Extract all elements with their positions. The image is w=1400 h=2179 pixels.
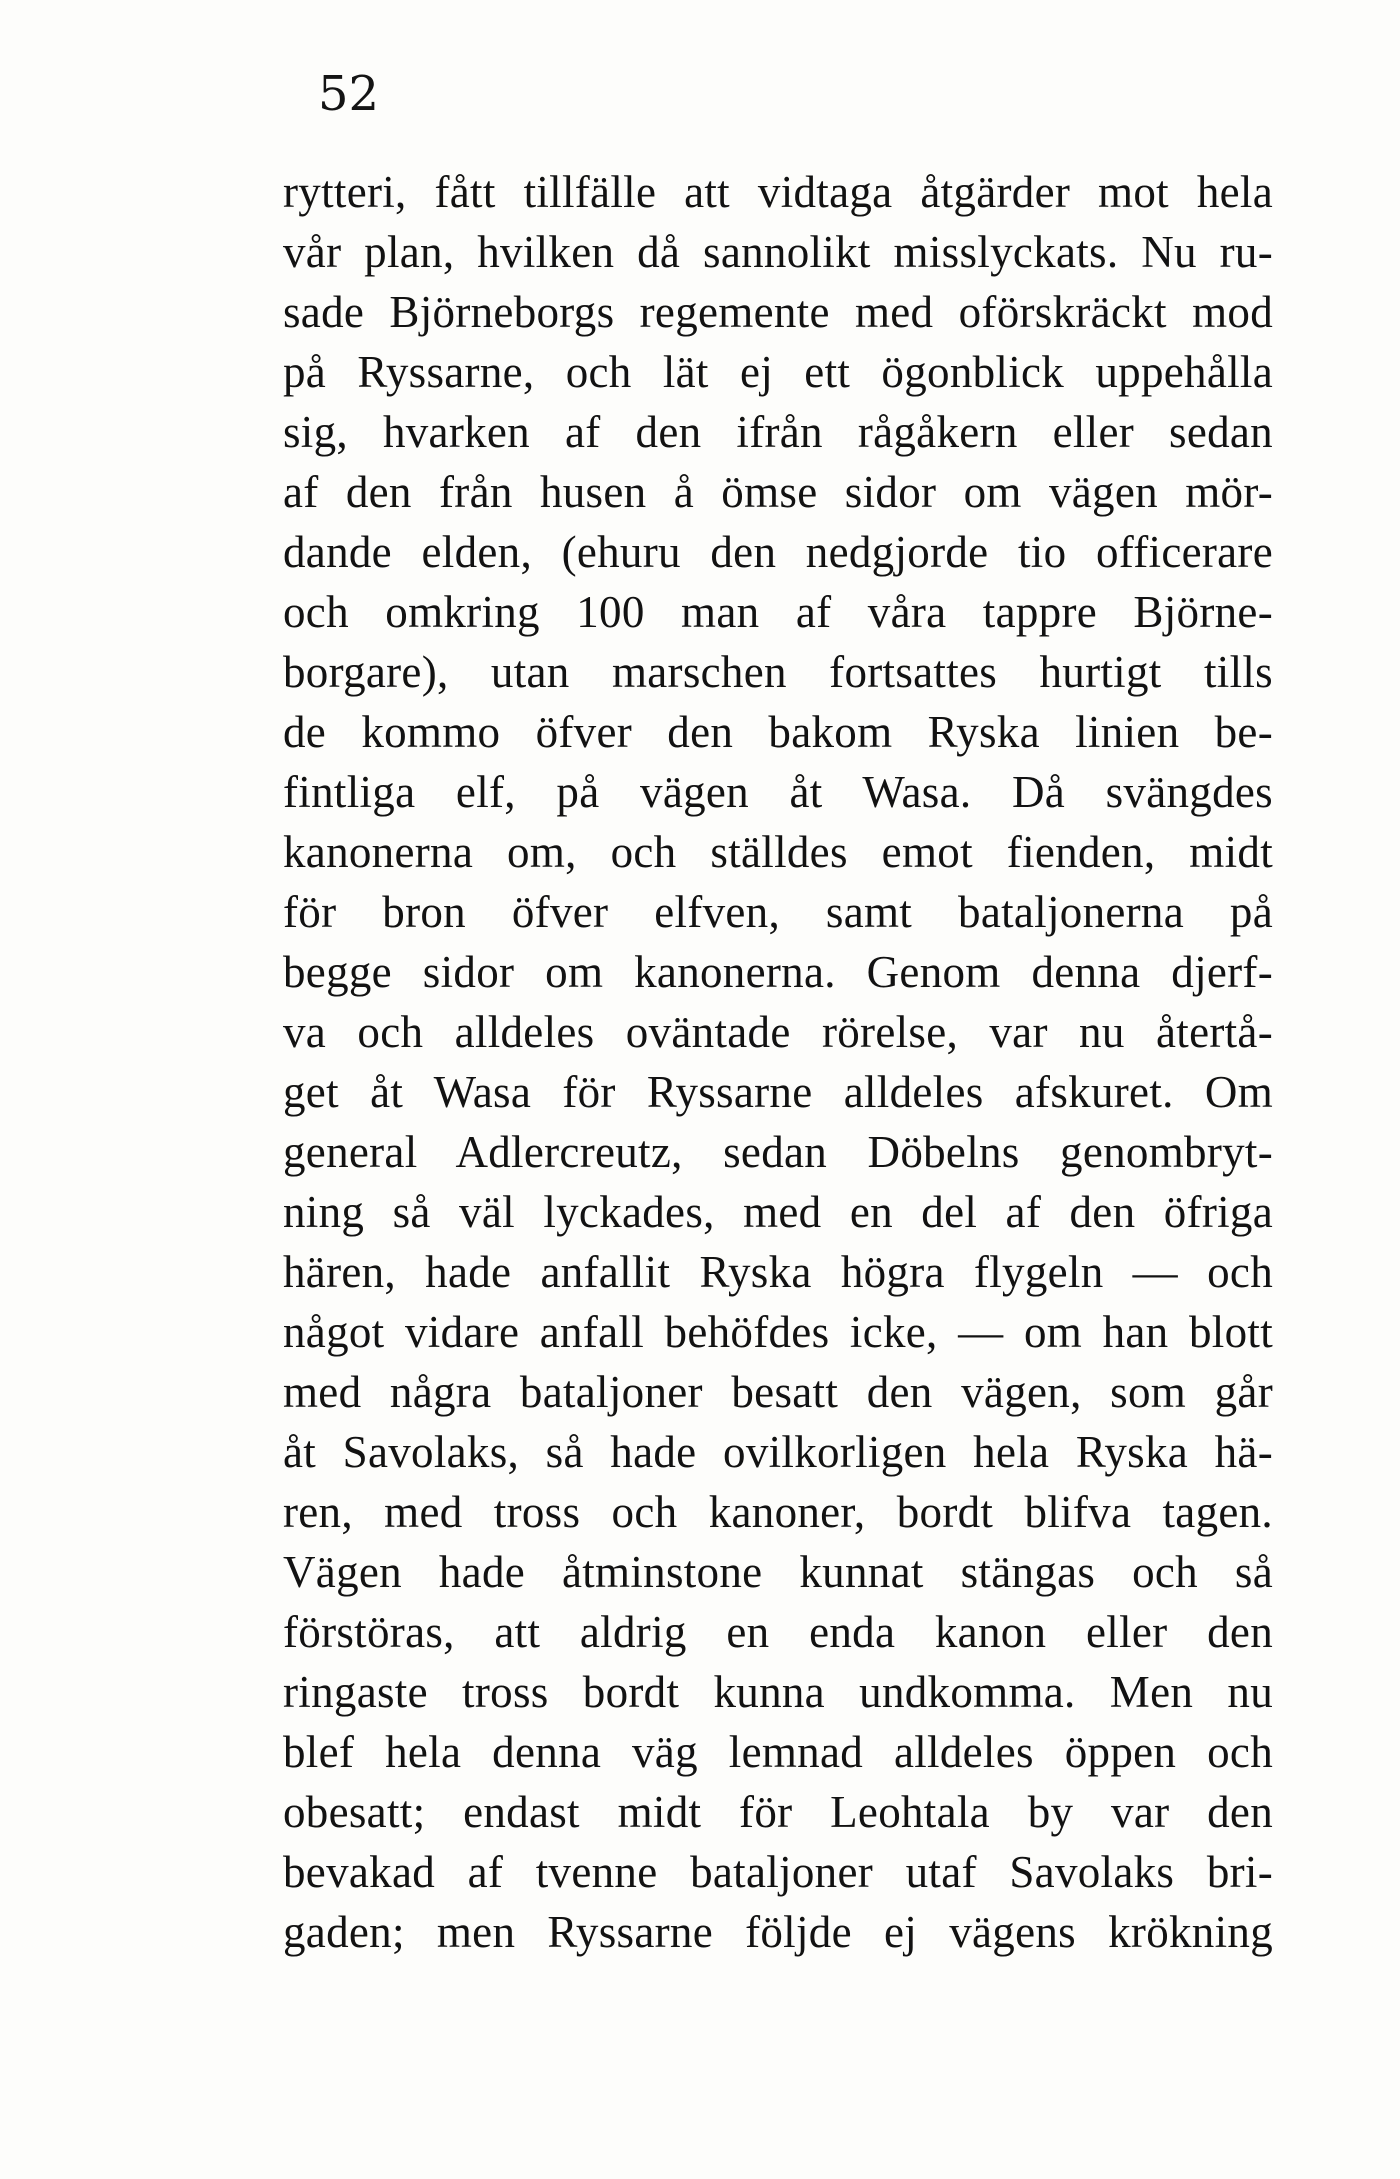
text-line: bevakad af tvenne bataljoner utaf Savolaks bri-	[283, 1847, 1273, 1897]
text-line: blef hela denna väg lemnad alldeles öppen och	[283, 1727, 1273, 1777]
text-line: åt Savolaks, så hade ovilkorligen hela Ryska hä-	[283, 1427, 1273, 1477]
text-line: på Ryssarne, och lät ej ett ögonblick uppehålla	[283, 347, 1273, 397]
text-line: hären, hade anfallit Ryska högra flygeln — och	[283, 1247, 1273, 1297]
body-text	[283, 162, 1273, 1962]
text-line: dande elden, (ehuru den nedgjorde tio officerare	[283, 527, 1273, 577]
text-line: borgare), utan marschen fortsattes hurtigt tills	[283, 647, 1273, 697]
text-line: sig, hvarken af den ifrån rågåkern eller sedan	[283, 407, 1273, 457]
text-line: förstöras, att aldrig en enda kanon eller den	[283, 1607, 1273, 1657]
text-line: för bron öfver elfven, samt bataljonerna på	[283, 887, 1273, 937]
text-line: get åt Wasa för Ryssarne alldeles afskuret. Om	[283, 1067, 1273, 1117]
page-number: 52	[318, 66, 380, 122]
text-line: de kommo öfver den bakom Ryska linien be-	[283, 707, 1273, 757]
text-line: något vidare anfall behöfdes icke, — om han blott	[283, 1307, 1273, 1357]
text-line: obesatt; endast midt för Leohtala by var den	[283, 1787, 1273, 1837]
text-line: gaden; men Ryssarne följde ej vägens krökning	[283, 1907, 1273, 1957]
text-line: och omkring 100 man af våra tappre Björne-	[283, 587, 1273, 637]
text-line: fintliga elf, på vägen åt Wasa. Då svängdes	[283, 767, 1273, 817]
text-line: rytteri, fått tillfälle att vidtaga åtgärder mot hela	[283, 167, 1273, 217]
text-line: general Adlercreutz, sedan Döbelns genombryt-	[283, 1127, 1273, 1177]
text-line: med några bataljoner besatt den vägen, som går	[283, 1367, 1273, 1417]
text-line: ringaste tross bordt kunna undkomma. Men nu	[283, 1667, 1273, 1717]
text-line: vår plan, hvilken då sannolikt misslyckats. Nu ru-	[283, 227, 1273, 277]
text-line: Vägen hade åtminstone kunnat stängas och så	[283, 1547, 1273, 1597]
text-line: ning så väl lyckades, med en del af den öfriga	[283, 1187, 1273, 1237]
text-line: va och alldeles oväntade rörelse, var nu återtå-	[283, 1007, 1273, 1057]
text-line: kanonerna om, och ställdes emot fienden, midt	[283, 827, 1273, 877]
text-line: sade Björneborgs regemente med oförskräckt mod	[283, 287, 1273, 337]
text-line: begge sidor om kanonerna. Genom denna djerf-	[283, 947, 1273, 997]
text-line: af den från husen å ömse sidor om vägen mör-	[283, 467, 1273, 517]
text-line: ren, med tross och kanoner, bordt blifva tagen.	[283, 1487, 1273, 1537]
